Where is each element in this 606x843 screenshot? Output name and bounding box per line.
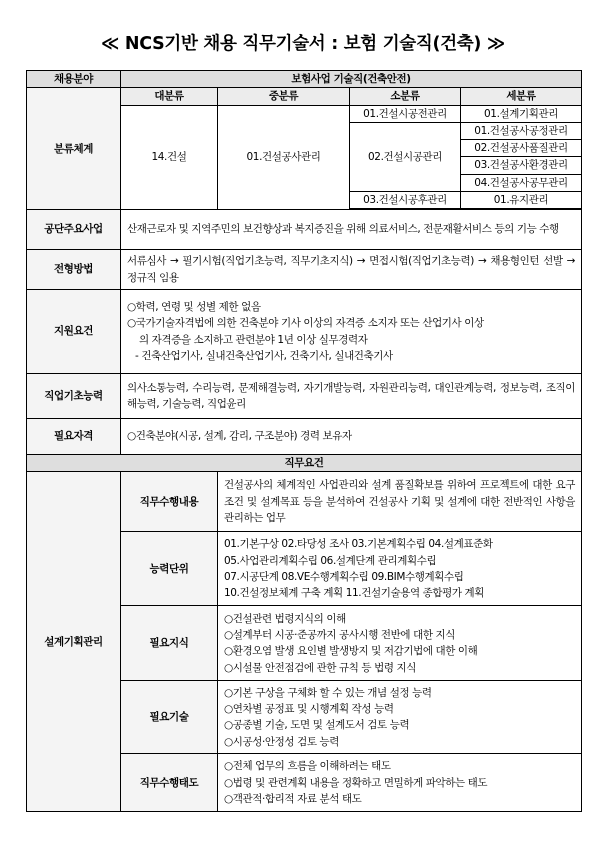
qualification-row	[27, 419, 582, 455]
duty-label: 직무수행내용	[121, 472, 218, 532]
attitude-line: ○법령 및 관련계획 내용을 정확하고 면밀하게 파악하는 태도	[224, 776, 488, 789]
detail-category: 01.유지관리	[461, 191, 582, 208]
knowledge-line: ○건설관련 법령지식의 이해	[224, 612, 346, 625]
basic-competency-text: 의사소통능력, 수리능력, 문제해결능력, 자기개발능력, 자원관리능력, 대인관계능력, 정보능력, 조직이해능력, 기술능력, 직업윤리	[121, 374, 582, 419]
requirements-row	[27, 290, 582, 374]
field-label: 채용분야	[27, 71, 121, 88]
duty-row	[27, 472, 582, 532]
qualification-text: ○건축분야(시공, 설계, 감리, 구조분야) 경력 보유자	[121, 419, 582, 455]
skills-label: 필요기술	[121, 681, 218, 754]
requirements-text	[121, 290, 582, 374]
job-section-title: 직무요건	[27, 455, 582, 472]
selection-label: 전형방법	[27, 250, 121, 290]
job-section-header-row	[27, 455, 582, 472]
classification-header-row	[27, 88, 582, 105]
business-text: 산재근로자 및 지역주민의 보건향상과 복지증진을 위해 의료서비스, 전문재활서비스 등의 기능 수행	[121, 210, 582, 250]
skill-line: ○공종별 기술, 도면 및 설계도서 검토 능력	[224, 719, 410, 732]
business-row	[27, 210, 582, 250]
job-label: 설계기획관리	[27, 472, 121, 812]
middle-category: 01.건설공사관리	[218, 105, 350, 210]
selection-text: 서류심사 → 필기시험(직업기초능력, 직무기초지식) → 면접시험(직업기초능력) → 채용형인턴 선발 → 정규직 임용	[121, 250, 582, 290]
job-description-table	[26, 70, 582, 812]
units-label: 능력단위	[121, 532, 218, 606]
units-text	[218, 532, 582, 606]
knowledge-text	[218, 606, 582, 681]
major-category: 14.건설	[121, 105, 218, 210]
attitude-line: ○객관적·합리적 자료 분석 태도	[224, 793, 362, 806]
requirement-line: ○국가기술자격법에 의한 건축분야 기사 이상의 자격증 소지자 또는 산업기사 이상	[127, 317, 484, 330]
qualification-label: 필요자격	[27, 419, 121, 455]
unit-line: 10.건설정보체계 구축 계획 11.건설기술용역 종합평가 계획	[224, 587, 485, 600]
field-value: 보험사업 기술직(건축안전)	[121, 71, 582, 88]
col-header-middle: 중분류	[218, 88, 350, 105]
field-row	[27, 71, 582, 88]
requirement-line: ○학력, 연령 및 성별 제한 없음	[127, 301, 261, 314]
detail-category: 02.건설공사품질관리	[461, 140, 582, 157]
skill-line: ○기본 구상을 구체화 할 수 있는 개념 설정 능력	[224, 686, 432, 699]
detail-category: 04.건설공사공무관리	[461, 174, 582, 191]
document-title: ≪ NCS기반 채용 직무기술서 : 보험 기술직(건축) ≫	[101, 34, 505, 54]
col-header-detail: 세분류	[461, 88, 582, 105]
attitude-label: 직무수행태도	[121, 754, 218, 812]
basic-competency-row	[27, 374, 582, 419]
classification-label: 분류체계	[27, 88, 121, 210]
unit-line: 01.기본구상 02.타당성 조사 03.기본계획수립 04.설계표준화	[224, 538, 493, 551]
unit-line: 07.시공단계 08.VE수행계획수립 09.BIM수행계획수립	[224, 570, 464, 583]
minor-category: 02.건설시공관리	[350, 122, 461, 191]
selection-row	[27, 250, 582, 290]
skill-line: ○시공성·안정성 검토 능력	[224, 735, 340, 748]
knowledge-line: ○환경오염 발생 요인별 발생방지 및 저감기법에 대한 이해	[224, 645, 478, 658]
unit-line: 05.사업관리계획수립 06.설계단계 관리계획수립	[224, 554, 437, 567]
col-header-minor: 소분류	[350, 88, 461, 105]
requirements-label: 지원요건	[27, 290, 121, 374]
detail-category: 03.건설공사환경관리	[461, 157, 582, 174]
business-label: 공단주요사업	[27, 210, 121, 250]
col-header-major: 대분류	[121, 88, 218, 105]
detail-category: 01.설계기획관리	[461, 105, 582, 122]
attitude-line: ○전체 업무의 흐름을 이해하려는 태도	[224, 760, 391, 773]
requirement-line: - 건축산업기사, 실내건축산업기사, 건축기사, 실내건축기사	[135, 349, 393, 362]
knowledge-label: 필요지식	[121, 606, 218, 681]
basic-competency-label: 직업기초능력	[27, 374, 121, 419]
detail-category: 01.건설공사공정관리	[461, 122, 582, 139]
requirement-line: 의 자격증을 소지하고 관련분야 1년 이상 실무경력자	[139, 333, 368, 346]
skills-text	[218, 681, 582, 754]
duty-text: 건설공사의 체계적인 사업관리와 설계 품질확보를 위하여 프로젝트에 대한 요구조건 및 설계목표 등을 분석하여 건설공사 기획 및 설계에 대한 전반적인 사항을 관리하는 업무	[218, 472, 582, 532]
knowledge-line: ○설계부터 시공·준공까지 공사시행 전반에 대한 지식	[224, 629, 455, 642]
attitude-text	[218, 754, 582, 812]
minor-category: 01.건설시공전관리	[350, 105, 461, 122]
skill-line: ○연차별 공정표 및 시행계획 작성 능력	[224, 703, 394, 716]
knowledge-line: ○시설물 안전점검에 관한 규칙 등 법령 지식	[224, 661, 417, 674]
minor-category: 03.건설시공후관리	[350, 191, 461, 208]
